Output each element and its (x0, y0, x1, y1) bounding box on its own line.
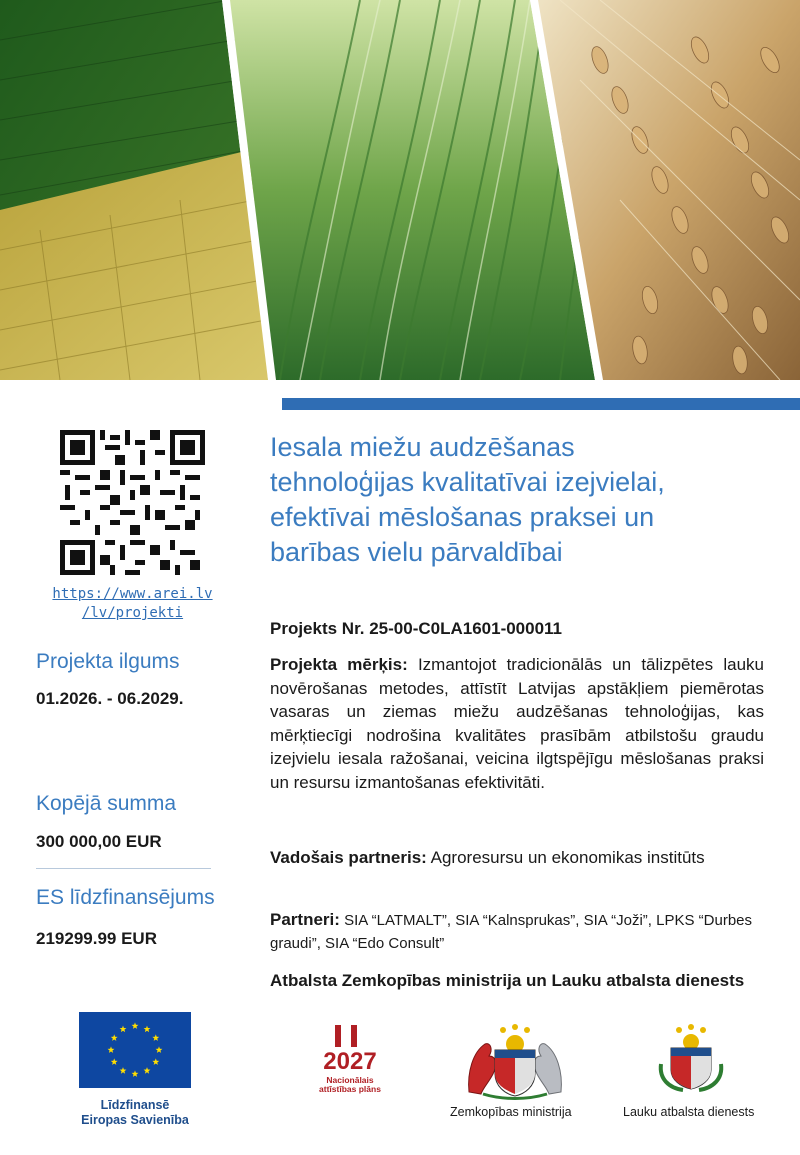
eu-star-icon (120, 1067, 127, 1074)
aerial-field-photo (0, 0, 268, 380)
eu-star-icon (156, 1046, 163, 1053)
qr-code-icon[interactable] (60, 430, 205, 575)
hero-image-strip (0, 0, 800, 380)
accent-bar (282, 398, 800, 410)
national-plan-mark-icon (305, 1023, 395, 1071)
eu-cofunding-logo (79, 1012, 191, 1128)
total-label: Kopējā summa (36, 792, 177, 815)
eu-star-icon (144, 1067, 151, 1074)
lead-text: Agroresursu un ekonomikas institūts (426, 848, 705, 867)
eu-caption (79, 1098, 191, 1128)
goal-text: Izmantojot tradicionālās un tālizpētes lauku novērošanas metodes, attīstīt Latvijas apstākļiem piemērotas vasaras un ziemas miežu audzēšanas tehnoloģijas, kas mērķtiecīgi nodrošina kvalitātes prasībām atbilstošu graudu izejvielu iesala ražošanai, veicina ilgtspējīgu mēslošanas praksi un resursu izmantošanas efektivitāti. (270, 655, 764, 792)
project-title (270, 430, 790, 570)
coat-of-arms-icon (655, 1024, 727, 1092)
duration-label: Projekta ilgums (36, 650, 180, 673)
eu-star-icon (152, 1058, 159, 1065)
eu-funding-value: 219299.99 EUR (36, 929, 157, 948)
eu-star-icon (111, 1058, 118, 1065)
eu-star-icon (108, 1046, 115, 1053)
goal-label: Projekta mērķis: (270, 655, 408, 674)
eu-star-icon (111, 1034, 118, 1041)
np-caption-line: Nacionālais (326, 1075, 374, 1085)
total-value: 300 000,00 EUR (36, 832, 162, 851)
sidebar-divider (36, 868, 211, 869)
coat-of-arms-icon (463, 1022, 567, 1100)
project-number: Projekts Nr. 25-00-C0LA1601-000011 (270, 619, 563, 638)
project-url-link[interactable] (40, 585, 225, 623)
eu-star-icon (152, 1034, 159, 1041)
url-line-1: https://www.arei.lv (52, 586, 213, 602)
partners-text: SIA “LATMALT”, SIA “Kalnsprukas”, SIA “Joži”, LPKS “Durbes graudi”, SIA “Edo Consult” (270, 912, 752, 952)
title-line: efektīvai mēslošanas praksei un (270, 502, 655, 532)
np-caption-line: attīstības plāns (319, 1084, 381, 1094)
national-plan-year: 2027 (323, 1048, 377, 1071)
eu-star-icon (120, 1026, 127, 1033)
duration-value: 01.2026. - 06.2029. (36, 689, 184, 708)
eu-caption-line: Eiropas Savienība (81, 1113, 189, 1127)
eu-flag-icon (79, 1012, 191, 1088)
support-statement: Atbalsta Zemkopības ministrija un Lauku atbalsta dienests (270, 971, 745, 990)
title-line: tehnoloģijas kvalitatīvai izejvielai, (270, 467, 665, 497)
lead-label: Vadošais partneris: (270, 848, 427, 867)
project-goal (270, 653, 764, 794)
partners-label: Partneri: (270, 910, 340, 929)
eu-star-icon (144, 1026, 151, 1033)
national-plan-logo (305, 1023, 395, 1094)
eu-star-icon (132, 1070, 139, 1077)
url-line-2: /lv/projekti (81, 605, 184, 621)
title-line: Iesala miežu audzēšanas (270, 432, 575, 462)
eu-caption-line: Līdzfinansē (100, 1098, 170, 1112)
lead-partner (270, 846, 764, 870)
eu-star-icon (132, 1022, 139, 1029)
partners (270, 908, 764, 955)
title-line: barības vielu pārvaldībai (270, 537, 563, 567)
eu-funding-label: ES līdzfinansējums (36, 886, 215, 909)
lad-caption: Lauku atbalsta dienests (623, 1105, 755, 1119)
ministry-caption: Zemkopības ministrija (450, 1105, 572, 1119)
hero-photos (0, 0, 800, 380)
eu-stars (79, 1012, 191, 1088)
